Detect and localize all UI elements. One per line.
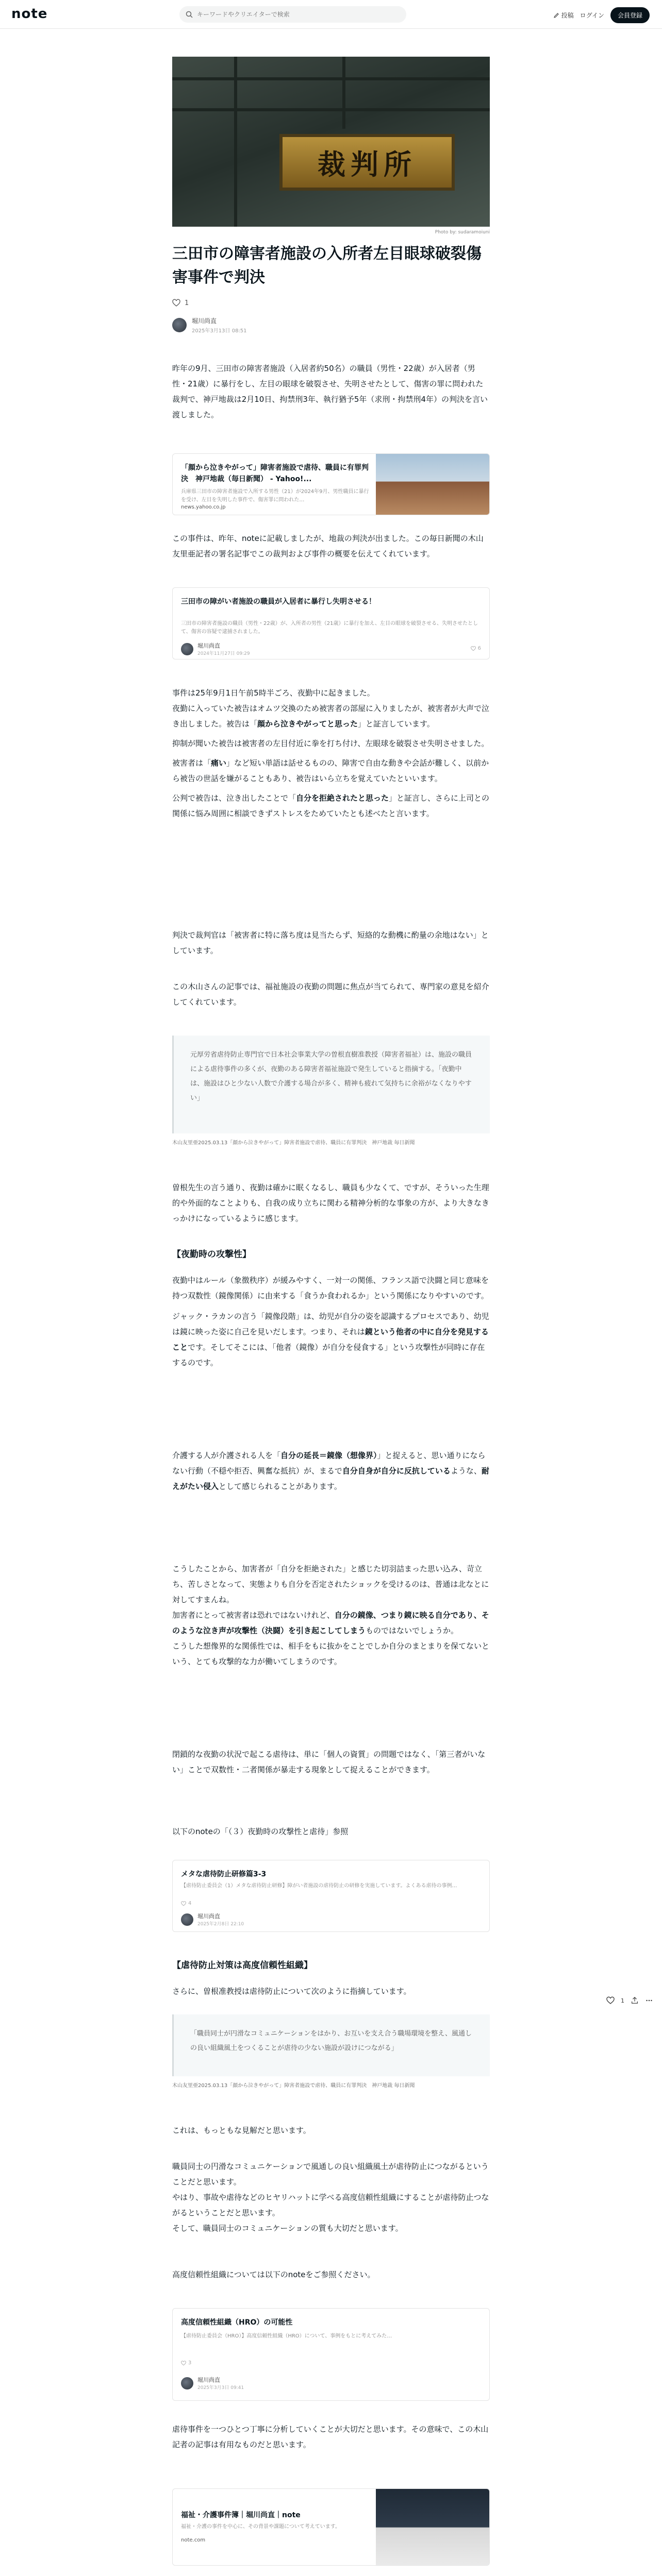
card-author-name: 堀川尚直	[197, 2377, 220, 2383]
like-count: 1	[185, 299, 189, 307]
paragraph-text: 以下のnoteの「（３）夜勤時の攻撃性と虐待」参照	[172, 1827, 349, 1836]
paragraph-text: 判決で裁判官は「被害者に特に落ち度は見当たらず、短絡的な動機に酌量の余地はない」としています。	[172, 930, 489, 955]
card-like-count: 6	[477, 646, 481, 651]
link-card-magazine[interactable]	[172, 2488, 490, 2566]
card-title: 福祉・介護事件簿｜堀川尚直｜note	[181, 2511, 301, 2519]
paragraph-text: さらに、曽根准教授は虐待防止について次のように指摘しています。	[172, 1987, 411, 1996]
quote-text: 元厚労省虐待防止専門官で日本社会事業大学の曽根直樹准教授（障害者福祉）は、施設の職員による虐待事件の多くが、夜勤のある障害者福祉施設で発生していると指摘する。「夜勤中は、施設はひと少ない人数で介護する場合が多く、精神も疲れて気持ちに余裕がなくなりやすい」	[190, 1051, 472, 1102]
paragraph	[172, 1448, 490, 1494]
paragraph-text: この事件は、昨年、noteに記載しましたが、地裁の判決が出ました。この毎日新聞の木山友里亜記者の署名記事でこの裁判および事件の概要を伝えてくれています。	[172, 534, 484, 558]
hero-stripe	[172, 77, 490, 80]
paragraph	[172, 2123, 490, 2138]
search-input[interactable]	[197, 11, 393, 18]
text-span: 介護する人が介護される人を「	[172, 1451, 281, 1460]
paragraph-text	[172, 1607, 490, 1638]
link-card-note-1[interactable]	[172, 587, 490, 659]
paragraph-block	[172, 1561, 490, 1669]
paragraph-text: 虐待事件を一つひとつ丁寧に分析していくことが大切だと思います。その意味で、この木山記者の記事は有用なものだと思います。	[172, 2425, 489, 2449]
bold-span: 自分を拒絶されたと思った	[296, 793, 389, 803]
citation: 木山友里亜2025.03.13「顔から泣きやがって」障害者施設で虐待、職員に有罪判決 神戸地裁 毎日新聞	[172, 2083, 415, 2089]
paragraph-text: これは、もっともな見解だと思います。	[172, 2126, 311, 2135]
section-heading: 【夜勤時の攻撃性】	[172, 1249, 251, 1260]
text-span: 」と証言し、さらに上司との関係に悩み周囲に相談できずストレスをためていたとも述べたと言います。	[172, 793, 490, 818]
more-icon[interactable]	[645, 1996, 653, 2005]
pencil-icon	[553, 12, 559, 19]
card-url: note.com	[181, 2537, 206, 2543]
card-title: メタな虐待防止研修篇3-3	[181, 1870, 267, 1878]
paragraph	[172, 531, 490, 562]
like-row	[172, 299, 189, 307]
card-author-name: 堀川尚直	[197, 642, 220, 649]
card-author	[181, 641, 250, 656]
quote-text: 「職員同士が円滑なコミュニケーションをはかり、お互いを支え合う職場環境を整え、風通しの良い組織風土をつくることが虐待の少ない施設が設けにつながる」	[190, 2030, 472, 2052]
paragraph	[172, 2267, 490, 2282]
text-span: 公判で被告は、泣き出したことで「	[172, 793, 296, 803]
paragraph	[172, 1180, 490, 1226]
paragraph-text: この木山さんの記事では、福祉施設の夜勤の問題に焦点が当てられて、専門家の意見を紹介してくれています。	[172, 982, 489, 1007]
bold-span: 自分自身が自分に反抗している	[342, 1466, 451, 1476]
login-link[interactable]: ログイン	[580, 12, 604, 19]
paragraph-text: こうした想像界的な関係性では、相手をもに抜かをことでしか自分のまとまりを保てないという、とても攻撃的な力が働いてしまうのです。	[172, 1641, 490, 1666]
paragraph-block	[172, 685, 490, 821]
note-logo[interactable]: note	[11, 6, 48, 22]
text-span: ものではないでしょうか。	[366, 1626, 459, 1635]
paragraph	[172, 2421, 490, 2452]
hero-credit: Photo by: sudaramoiuni	[435, 230, 490, 235]
card-like-count: 3	[188, 2360, 192, 2366]
text-span: です。そしてそこには、「他者（鏡像）が自分を侵食する」という攻撃性が同時に存在するのです。	[172, 1343, 485, 1367]
share-icon[interactable]	[631, 1996, 639, 2005]
paragraph	[172, 1747, 490, 1777]
article-title: 三田市の障害者施設の入所者左目眼球破裂傷害事件で判決	[172, 245, 482, 286]
paragraph-text: こうしたことから、加害者が「自分を拒絶された」と感じた切羽詰まった思い込み、苛立ち、苦しさとなって、実態よりも自分を否定されたショックを受けるのは、普通は北なとに対してすまんね。	[172, 1564, 489, 1604]
court-plaque	[279, 134, 455, 191]
text-span: 被害者は「	[172, 758, 211, 768]
post-date: 2025年3月13日 08:51	[192, 328, 247, 334]
paragraph-text	[172, 1309, 490, 1370]
card-url: news.yahoo.co.jp	[181, 504, 226, 510]
section-heading: 【虐待防止対策は高度信頼性組織】	[172, 1960, 312, 1971]
hero-stripe	[234, 57, 237, 227]
paragraph-block	[172, 1273, 490, 1370]
paragraph-text: 閉鎖的な夜勤の状況で起こる虐待は、単に「個人の資質」の問題ではなく、「第三者がいない」ことで双数性・二者関係が暴走する現象として捉えることができます。	[172, 1750, 486, 1774]
card-thumbnail	[376, 2489, 489, 2565]
card-author	[181, 1912, 244, 1927]
bold-span: 鏡という他者の中に自分を発見すること	[172, 1327, 489, 1352]
text-span: ジャック・ラカンの言う「鏡像段階」は、幼児が自分の姿を認識するプロセスであり、幼児は鏡に映った姿に自己を見いだします。つまり、それは	[172, 1312, 489, 1336]
paragraph-text	[172, 755, 490, 786]
card-thumbnail	[376, 454, 489, 515]
signup-button[interactable]: 会員登録	[610, 7, 650, 23]
avatar	[181, 1913, 193, 1926]
bold-span: 耐えがたい侵入	[172, 1466, 489, 1491]
heart-icon	[471, 646, 476, 651]
paragraph-text	[172, 790, 490, 821]
paragraph-block	[172, 2159, 490, 2236]
text-span: ような、	[450, 1466, 482, 1476]
card-title: 三田市の障がい者施設の職員が入居者に暴行し失明させる！	[181, 598, 376, 606]
text-span: 加害者にとって被害者は恐れではないけれど、	[172, 1611, 335, 1620]
card-date: 2025年2月8日 22:10	[197, 1922, 244, 1927]
paragraph-text: 抑制が聞いた被告は被害者の左目付近に拳を打ち付け、左眼球を破裂させ失明させました。	[172, 739, 489, 748]
card-date: 2025年3月3日 09:41	[197, 2385, 244, 2391]
card-likes	[471, 646, 481, 651]
avatar[interactable]	[172, 318, 187, 332]
heart-icon	[181, 2361, 186, 2366]
card-desc: 福祉・介護の事件を中心に、その背景や課題について考えています。	[181, 2524, 340, 2530]
hero-stripe	[342, 57, 345, 129]
card-title: 「顔から泣きやがって」障害者施設で虐待、職員に有罪判決 神戸地裁（毎日新聞） - Yahoo!...	[181, 464, 369, 483]
bold-span: 顔から泣きやがってと思った	[257, 719, 358, 728]
hero-stripe	[172, 108, 490, 111]
text-span: 」など短い単語は話せるものの、障害で自由な動きや会話が難しく、以前から被告の世話を嫌がることもあり、被告はいら立ちを覚えていたといいます。	[172, 758, 489, 783]
heart-icon	[181, 1901, 186, 1906]
card-title: 高度信頼性組織（HRO）の可能性	[181, 2318, 293, 2327]
paragraph-text: 昨年の9月、三田市の障害者施設（入居者約50名）の職員（男性・22歳）が入居者（男性・21歳）に暴行をし、左目の眼球を破裂させ、失明させたとして、傷害の罪に問われた裁判で、神戸地裁は2月10日、拘禁刑3年、執行猶予5年（求刑・拘禁刑4年）の判決を言い渡しました。	[172, 364, 488, 419]
paragraph	[172, 1984, 490, 1999]
card-desc: 【虐待防止委員会（1）メタな虐待防止研修】障がい者施設の虐待防止の研修を実施しています。よくある虐待の事例…	[181, 1883, 457, 1889]
card-like-count: 4	[188, 1901, 192, 1906]
paragraph	[172, 1824, 490, 1839]
card-likes	[181, 2360, 191, 2366]
bold-span: 痛い	[211, 758, 227, 768]
plaque-text: 裁判所	[318, 147, 417, 181]
citation: 木山友里亜2025.03.13「顔から泣きやがって」障害者施設で虐待、職員に有罪判決 神戸地裁 毎日新聞	[172, 1140, 415, 1146]
card-likes	[181, 1901, 191, 1906]
paragraph-text: 夜勤中はルール（象徴秩序）が緩みやすく、一対一の関係、フランス語で決闘と同じ意味を持つ双数性（鏡像関係）に由来する「食うか食われるか」という関係になりやすいのです。	[172, 1276, 489, 1300]
card-date: 2024年11月27日 09:29	[197, 651, 250, 656]
post-label: 投稿	[561, 12, 574, 19]
author-name[interactable]: 堀川尚直	[192, 317, 217, 325]
link-card-yahoo[interactable]	[172, 453, 490, 515]
text-span: 夜勤に入っていた被告はオムツ交換のため被害者の部屋に入りましたが、被害者が大声で泣き出しました。被告は「	[172, 704, 490, 728]
paragraph-text: 曽根先生の言う通り、夜勤は確かに眠くなるし、職員も少なくて、ですが、そういった生理的や外面的なことよりも、自我の成り立ちに関わる精神分析的な事象の方が、より大きなきっかけになっているように感じます。	[172, 1183, 490, 1223]
quote-block	[172, 2014, 490, 2076]
paragraph	[172, 979, 490, 1010]
search-box[interactable]	[179, 6, 406, 23]
paragraph-text	[172, 701, 490, 732]
floating-like-count: 1	[621, 1997, 624, 2004]
heart-icon[interactable]	[172, 299, 180, 307]
avatar	[181, 643, 193, 655]
card-desc: 【虐待防止委員会（HRO）】高度信頼性組織（HRO）について、事例をもとに考えてみた…	[181, 2333, 392, 2339]
link-card-note-3[interactable]	[172, 2308, 490, 2401]
author-row[interactable]	[172, 316, 247, 334]
text-span: 」と捉えると、思い通りにならない行動（不穏や拒否、興奮な抵抗）が、まるで	[172, 1451, 486, 1476]
paragraph-text: 職員同士の円滑なコミュニケーションで風通しの良い組織風土が虐待防止につながるということだと思います。	[172, 2162, 489, 2187]
floating-actions	[606, 1996, 653, 2005]
quote-block	[172, 1036, 490, 1133]
paragraph	[172, 361, 490, 422]
bold-span: 自分の延長＝鏡像（想像界）	[280, 1451, 377, 1460]
card-desc: 三田市の障害者施設の職員（男性・22歳）が、入所者の男性（21歳）に暴行を加え、左目の眼球を破裂させる、失明させたとして、傷害の容疑で逮捕されました。	[181, 621, 478, 635]
bold-span: 自分の鏡像、つまり鏡に映る自分であり、そのような泣き声が攻撃性（決闘）を引き起こしてしまう	[172, 1611, 489, 1635]
paragraph-text: やはり、事故や虐待などのヒヤリハットに学べる高度信頼性組織にすることが虐待防止つながるということだと思います。	[172, 2193, 489, 2217]
paragraph-text	[172, 1448, 490, 1494]
paragraph-text: 高度信頼性組織については以下のnoteをご参照ください。	[172, 2270, 375, 2279]
heart-icon[interactable]	[606, 1996, 615, 2005]
card-author	[181, 2376, 244, 2391]
card-desc: 兵庫県三田市の障害者施設で入所する男性（21）が2024年9月、男性職員に暴行を受け、左目を失明した事件で、傷害罪に問われた…	[181, 489, 369, 503]
post-link[interactable]	[553, 11, 574, 20]
text-span: 」と証言しています。	[358, 719, 435, 728]
card-author-name: 堀川尚直	[197, 1913, 220, 1920]
paragraph	[172, 927, 490, 958]
text-span: として感じられることがあります。	[219, 1482, 342, 1491]
avatar	[181, 2377, 193, 2389]
paragraph-text: そして、職員同士のコミュニケーションの質も大切だと思います。	[172, 2224, 403, 2233]
hero-image	[172, 57, 490, 227]
link-card-note-2[interactable]	[172, 1860, 490, 1932]
search-icon	[186, 11, 193, 18]
site-header	[0, 0, 662, 29]
paragraph-text: 事件は25年9月1日午前5時半ごろ、夜勤中に起きました。	[172, 688, 375, 698]
